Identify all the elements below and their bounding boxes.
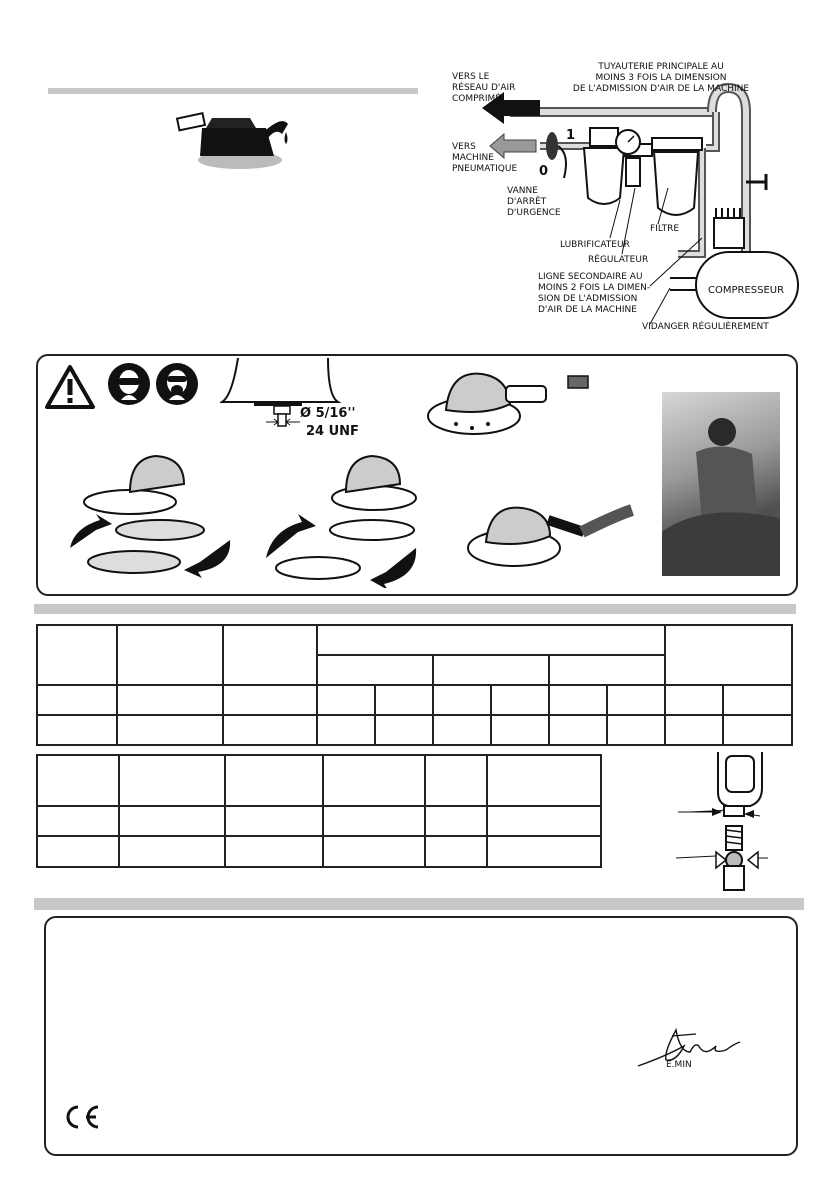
thread-pitch: 24 UNF [306, 424, 359, 439]
sander-with-coupler [426, 360, 616, 440]
declaration-section-divider [34, 898, 804, 910]
oil-section-divider [48, 88, 418, 94]
thread-diameter: Ø 5/16'' [300, 406, 356, 421]
regulator-label: RÉGULATEUR [588, 255, 649, 265]
warning-icon [44, 364, 96, 410]
respirator-icon [155, 362, 199, 406]
tool-inlet-drawing [672, 752, 772, 892]
sander-pad-change-2 [256, 448, 446, 588]
main-line-label: TUYAUTERIE PRINCIPALE AU MOINS 3 FOIS LA DIMENSION DE L'ADMISSION D'AIR DE LA MACHINE [572, 62, 750, 94]
spec-section-divider [34, 604, 796, 614]
sander-pad-change-1 [60, 448, 250, 578]
to-network-label: VERS LE RÉSEAU D'AIR COMPRIMÉ [452, 72, 516, 104]
to-machine-label: VERS MACHINE PNEUMATIQUE [452, 142, 518, 174]
compressor-label: COMPRESSEUR [708, 285, 785, 296]
lubricator-label: LUBRIFICATEUR [560, 240, 630, 250]
specifications-table-2 [36, 754, 602, 868]
drain-label: VIDANGER RÉGULIÈREMENT [642, 322, 769, 332]
valve-label: VANNE D'ARRÊT D'URGENCE [507, 186, 561, 218]
filter-label: FILTRE [650, 224, 680, 234]
operator-photo [662, 392, 780, 576]
ce-mark-icon [62, 1104, 102, 1130]
secondary-line-label: LIGNE SECONDAIRE AU MOINS 2 FOIS LA DIMEN- SION DE L'ADMISSION D'AIR DE LA MACHINE [538, 272, 651, 315]
oil-can-icon [170, 104, 300, 174]
valve-closed-label: 0 [539, 164, 549, 179]
valve-open-label: 1 [566, 128, 576, 143]
eye-protection-icon [107, 362, 151, 406]
sander-with-hose [464, 496, 634, 576]
signature-name: E.MIN [666, 1060, 692, 1070]
specifications-table-1 [36, 624, 793, 746]
